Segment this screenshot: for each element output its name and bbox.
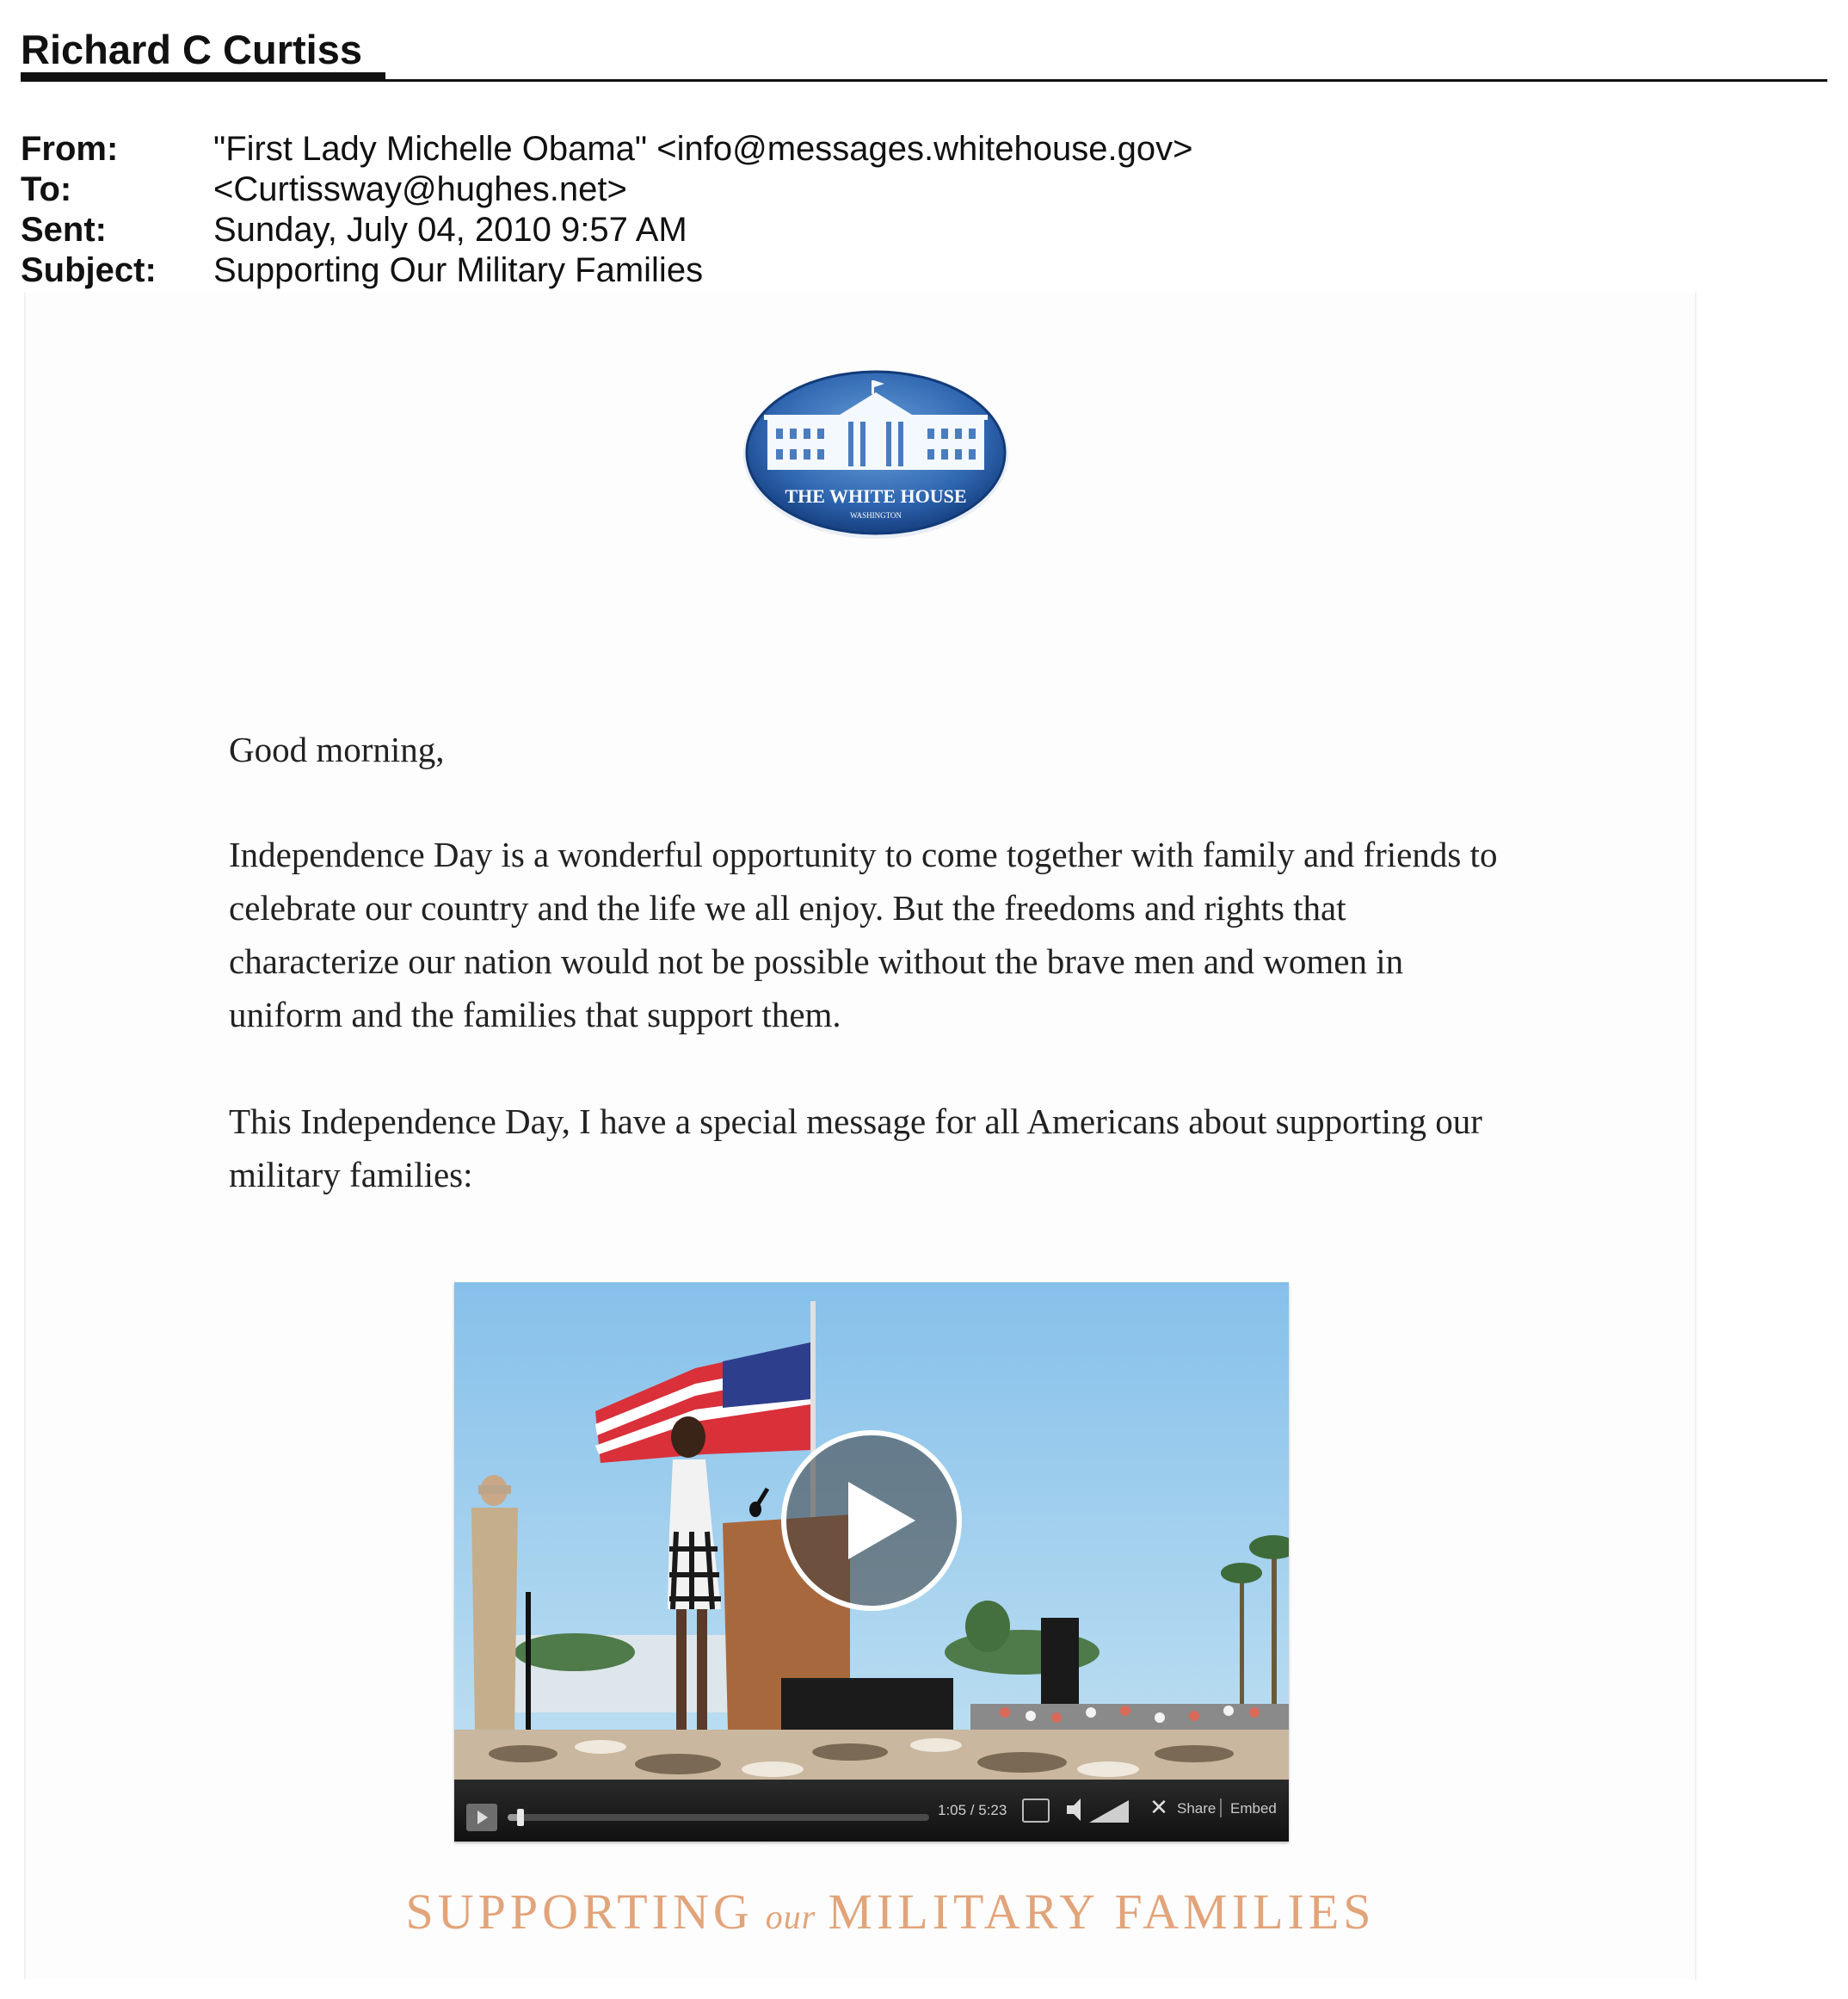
volume-icon[interactable] bbox=[1065, 1795, 1130, 1824]
video-time: 1:05 / 5:23 bbox=[938, 1802, 1007, 1818]
embed-link[interactable]: Embed bbox=[1230, 1800, 1277, 1817]
to-value: <Curtissway@hughes.net> bbox=[213, 170, 627, 208]
controls-separator bbox=[1220, 1798, 1222, 1817]
video-play-control[interactable] bbox=[466, 1804, 497, 1831]
banner-middle: our bbox=[765, 1897, 816, 1936]
logo-title: THE WHITE HOUSE bbox=[785, 485, 967, 507]
from-value: "First Lady Michelle Obama" <info@messages.whitehouse.gov> bbox=[213, 130, 1193, 168]
share-link[interactable]: Share bbox=[1177, 1800, 1217, 1817]
video-controls bbox=[454, 1780, 1289, 1842]
subject-value: Supporting Our Military Families bbox=[213, 251, 704, 289]
owner-name: Richard C Curtiss bbox=[21, 27, 362, 72]
to-label: To: bbox=[21, 170, 72, 208]
body-paragraph-2: This Independence Day, I have a special message for all Americans about supporting our military families: bbox=[229, 1101, 1482, 1194]
header-divider bbox=[21, 79, 1827, 82]
banner-left: SUPPORTING bbox=[405, 1884, 754, 1940]
video-progress-bar[interactable] bbox=[508, 1814, 929, 1821]
captions-icon[interactable] bbox=[1022, 1798, 1050, 1823]
video-player[interactable] bbox=[454, 1282, 1289, 1842]
from-label: From: bbox=[21, 130, 119, 168]
email-body bbox=[24, 293, 1697, 1979]
play-circle-icon[interactable] bbox=[779, 1428, 964, 1613]
body-paragraph-1: Independence Day is a wonderful opportunity to come together with family and friends to celebrate our country and the life we all enjoy. But the freedoms and rights that characterize our nation would not be possible without the brave men and women in uniform and the families that support them. bbox=[229, 835, 1498, 1034]
sent-value: Sunday, July 04, 2010 9:57 AM bbox=[213, 211, 687, 249]
logo-subtitle: WASHINGTON bbox=[850, 511, 902, 520]
subject-label: Subject: bbox=[21, 251, 157, 289]
banner-right: MILITARY FAMILIES bbox=[828, 1884, 1376, 1940]
video-progress-handle[interactable] bbox=[517, 1809, 524, 1826]
greeting: Good morning, bbox=[229, 730, 445, 769]
fullscreen-icon[interactable]: ✕ bbox=[1149, 1795, 1168, 1821]
supporting-military-families-banner bbox=[361, 1883, 1420, 1940]
white-house-logo bbox=[738, 363, 1013, 552]
sent-label: Sent: bbox=[21, 211, 107, 249]
